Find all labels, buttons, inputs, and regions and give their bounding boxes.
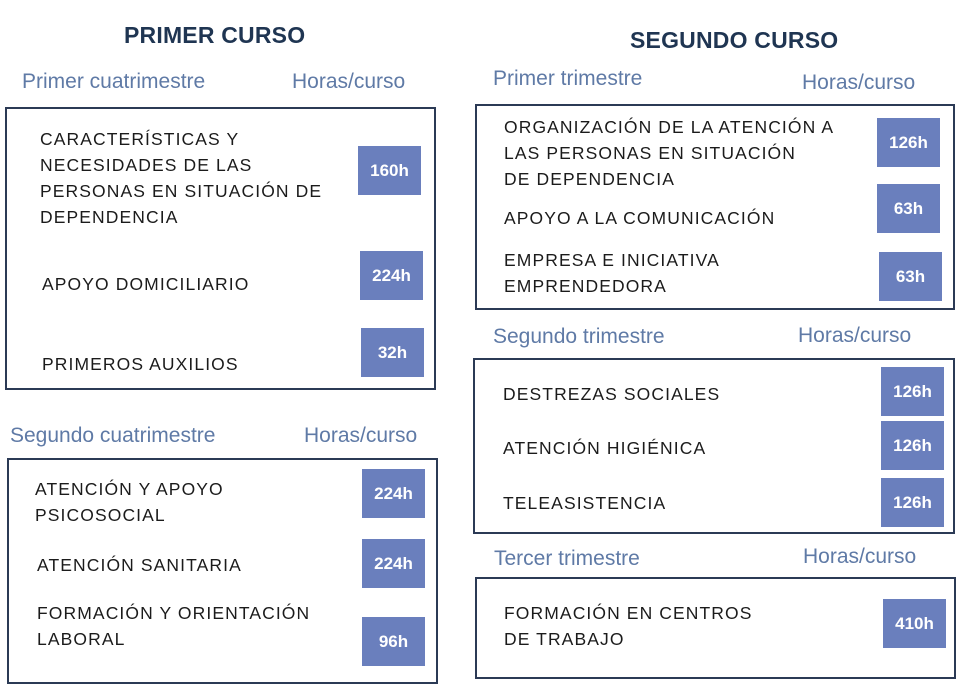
hours-header: Horas/curso [292,70,406,93]
segundo-curso-title: SEGUNDO CURSO [630,27,839,53]
subject-name: CARACTERÍSTICAS Y NECESIDADES DE LAS PERSONAS EN SITUACIÓN DE DEPENDENCIA [40,129,323,227]
segundo-trimestre-box [473,358,955,534]
hours-badge: 32h [361,328,424,377]
subject-name: FORMACIÓN Y ORIENTACIÓN LABORAL [37,603,311,649]
segundo-cuatrimestre-box [7,458,438,684]
tercer-trimestre-label: Tercer trimestre [494,547,640,570]
subject-name: DESTREZAS SOCIALES [503,384,721,404]
subject-name: PRIMEROS AUXILIOS [42,354,239,374]
primer-cuatrimestre-box [5,107,436,390]
subject-name: APOYO A LA COMUNICACIÓN [504,208,776,228]
hours-badge: 224h [360,251,423,300]
hours-header: Horas/curso [802,71,916,94]
subject-name: ATENCIÓN SANITARIA [37,555,242,575]
subject-name: FORMACIÓN EN CENTROS DE TRABAJO [504,603,753,649]
subject-name: APOYO DOMICILIARIO [42,274,250,294]
primer-curso-title: PRIMER CURSO [124,22,306,48]
hours-badge: 126h [881,367,944,416]
tercer-trimestre-box [475,577,956,679]
hours-badge: 224h [362,469,425,518]
hours-badge: 63h [879,252,942,301]
hours-badge: 224h [362,539,425,588]
subject-name: EMPRESA E INICIATIVA EMPRENDEDORA [504,250,720,296]
hours-badge: 160h [358,146,421,195]
hours-badge: 96h [362,617,425,666]
hours-badge: 126h [881,421,944,470]
subject-name: ATENCIÓN HIGIÉNICA [503,438,707,458]
segundo-cuatrimestre-label: Segundo cuatrimestre [10,424,216,447]
hours-header: Horas/curso [803,545,917,568]
subject-name: TELEASISTENCIA [503,493,667,513]
subject-name: ATENCIÓN Y APOYO PSICOSOCIAL [35,479,224,525]
hours-badge: 410h [883,599,946,648]
subject-name: ORGANIZACIÓN DE LA ATENCIÓN A LAS PERSONAS EN SITUACIÓN DE DEPENDENCIA [504,117,835,189]
primer-cuatrimestre-label: Primer cuatrimestre [22,70,206,93]
segundo-trimestre-label: Segundo trimestre [493,325,665,348]
primer-trimestre-label: Primer trimestre [493,67,643,90]
primer-trimestre-box [475,104,955,310]
hours-badge: 63h [877,184,940,233]
hours-badge: 126h [877,118,940,167]
hours-header: Horas/curso [304,424,418,447]
hours-header: Horas/curso [798,324,912,347]
hours-badge: 126h [881,478,944,527]
